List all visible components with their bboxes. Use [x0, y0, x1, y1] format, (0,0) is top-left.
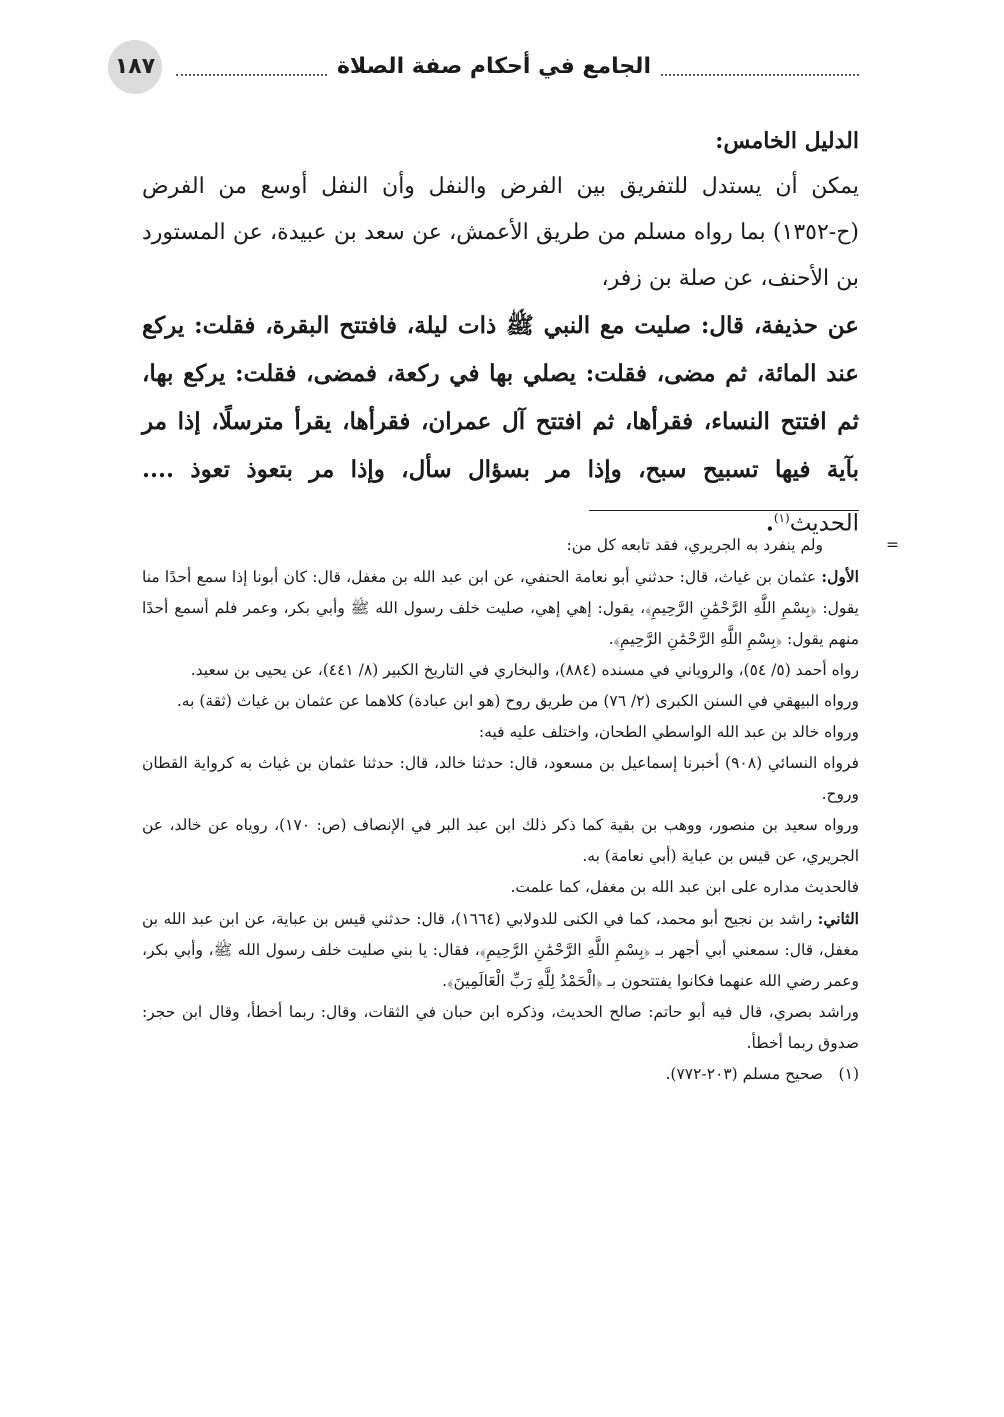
main-text — [142, 118, 859, 548]
page-header — [108, 40, 859, 96]
footnote-1 — [142, 1059, 859, 1090]
second-text: راشد بن نجيح أبو محمد، كما في الكنى للدولابي (١٦٦٤)، قال: حدثني قيس بن عباية، عن ابن عبد الله بن مغفل، قال: سمعني أبي أجهر بـ ﴿بِسْمِ اللَّهِ الرَّحْمَٰنِ الرَّحِيمِ﴾، فقال: يا بني صليت خلف رسول الله ﷺ، وأبي بكر، وعمر رضي الله عنهما فكانوا يفتتحون بـ ﴿الْحَمْدُ لِلَّهِ رَبِّ الْعَالَمِينَ﴾. — [142, 910, 859, 990]
footnote-1-number: (١) — [838, 1065, 859, 1083]
second-label: الثاني: — [817, 909, 859, 928]
madar-paragraph: فالحديث مداره على ابن عبد الله بن مغفل، كما علمت. — [510, 878, 859, 896]
intro-paragraph: يمكن أن يستدل للتفريق بين الفرض والنفل وأن النفل أوسع من الفرض (ح-١٣٥٢) بما رواه مسلم من طريق الأعمش، عن سعد بن عبيدة، عن المستورد بن الأحنف، عن صلة بن زفر، — [142, 174, 860, 291]
footnotes — [142, 530, 899, 1090]
rashid-paragraph: وراشد بصري، قال فيه أبو حاتم: صالح الحديث، وذكره ابن حبان في الثقات، وقال: ربما أخطأ، وقال ابن حجر: صدوق ربما أخطأ. — [142, 1003, 859, 1052]
khalid-paragraph: ورواه خالد بن عبد الله الواسطي الطحان، واختلف عليه فيه: — [478, 723, 859, 741]
nasai-paragraph: فرواه النسائي (٩٠٨) أخبرنا إسماعيل بن مسعود، قال: حدثنا خالد، قال: حدثنا عثمان بن غياث به كرواية القطان وروح. — [142, 754, 860, 803]
footnote-ref[interactable]: (١) — [773, 511, 790, 525]
footnote-1-text: صحيح مسلم (٢٠٣-٧٧٢). — [665, 1065, 823, 1083]
ahmad-paragraph: رواه أحمد (٥/ ٥٤)، والروياني في مسنده (٨٨٤)، والبخاري في التاريخ الكبير (٨/ ٤٤١)، عن يحيى بن سعيد. — [190, 661, 859, 679]
hadith-paragraph: عن حذيفة، قال: صليت مع النبي ﷺ ذات ليلة، فافتتح البقرة، فقلت: يركع عند المائة، ثم مضى، فقلت: يصلي بها في ركعة، فمضى، فقلت: يركع بها، ثم افتتح النساء، فقرأها، ثم افتتح آل عمران، فقرأها، يقرأ مترسلًا، إذا مر بآية فيها تسبيح سبح، وإذا مر بسؤال سأل، وإذا مر بتعوذ تعوذ .... الحديث$^{(١)}$. — [142, 312, 859, 537]
saeed-paragraph: ورواه سعيد بن منصور، ووهب بن بقية كما ذكر ذلك ابن عبد البر في الإنصاف (ص: ١٧٠)، روياه عن خالد، عن الجريري، عن قيس بن عباية (أبي نعامة) به. — [142, 816, 859, 865]
book-title: الجامع في أحكام صفة الصلاة — [329, 54, 659, 79]
first-text: عثمان بن غياث، قال: حدثني أبو نعامة الحنفي، عن ابن عبد الله بن مغفل، قال: كان أبونا إذا سمع أحدًا منا يقول: ﴿بِسْمِ اللَّهِ الرَّحْمَٰنِ الرَّحِيمِ﴾، يقول: إهي إهي، صليت خلف رسول الله ﷺ وأبي بكر، وعمر فلم أسمع أحدًا منهم يقول: ﴿بِسْمِ اللَّهِ الرَّحْمَٰنِ الرَّحِيمِ﴾. — [142, 568, 859, 648]
hadith-text: عن حذيفة، قال: صليت مع النبي ﷺ ذات ليلة، فافتتح البقرة، فقلت: يركع عند المائة، ثم مضى، فقلت: يصلي بها في ركعة، فمضى، فقلت: يركع بها، ثم افتتح النساء، فقرأها، ثم افتتح آل عمران، فقرأها، يقرأ مترسلًا، إذا مر بآية فيها تسبيح سبح، وإذا مر بسؤال سأل، وإذا مر بتعوذ تعوذ .... — [142, 312, 859, 483]
first-follower — [142, 561, 859, 655]
hadith-tail: الحديث — [789, 510, 859, 537]
continuation-marker: = — [886, 536, 899, 554]
section-title: الدليل الخامس: — [715, 128, 859, 154]
bayhaqi-paragraph: ورواه البيهقي في السنن الكبرى (٢/ ٧٦) من طريق روح (هو ابن عبادة) كلاهما عن عثمان بن غياث (ثقة) به. — [176, 692, 859, 710]
continuation-text: ولم ينفرد به الجريري، فقد تابعه كل من: — [566, 536, 823, 554]
footnote-continuation — [142, 530, 899, 561]
page-number: ١٨٧ — [108, 40, 162, 94]
footnote-separator — [589, 510, 859, 511]
first-label: الأول: — [821, 567, 859, 586]
second-follower — [142, 903, 859, 997]
